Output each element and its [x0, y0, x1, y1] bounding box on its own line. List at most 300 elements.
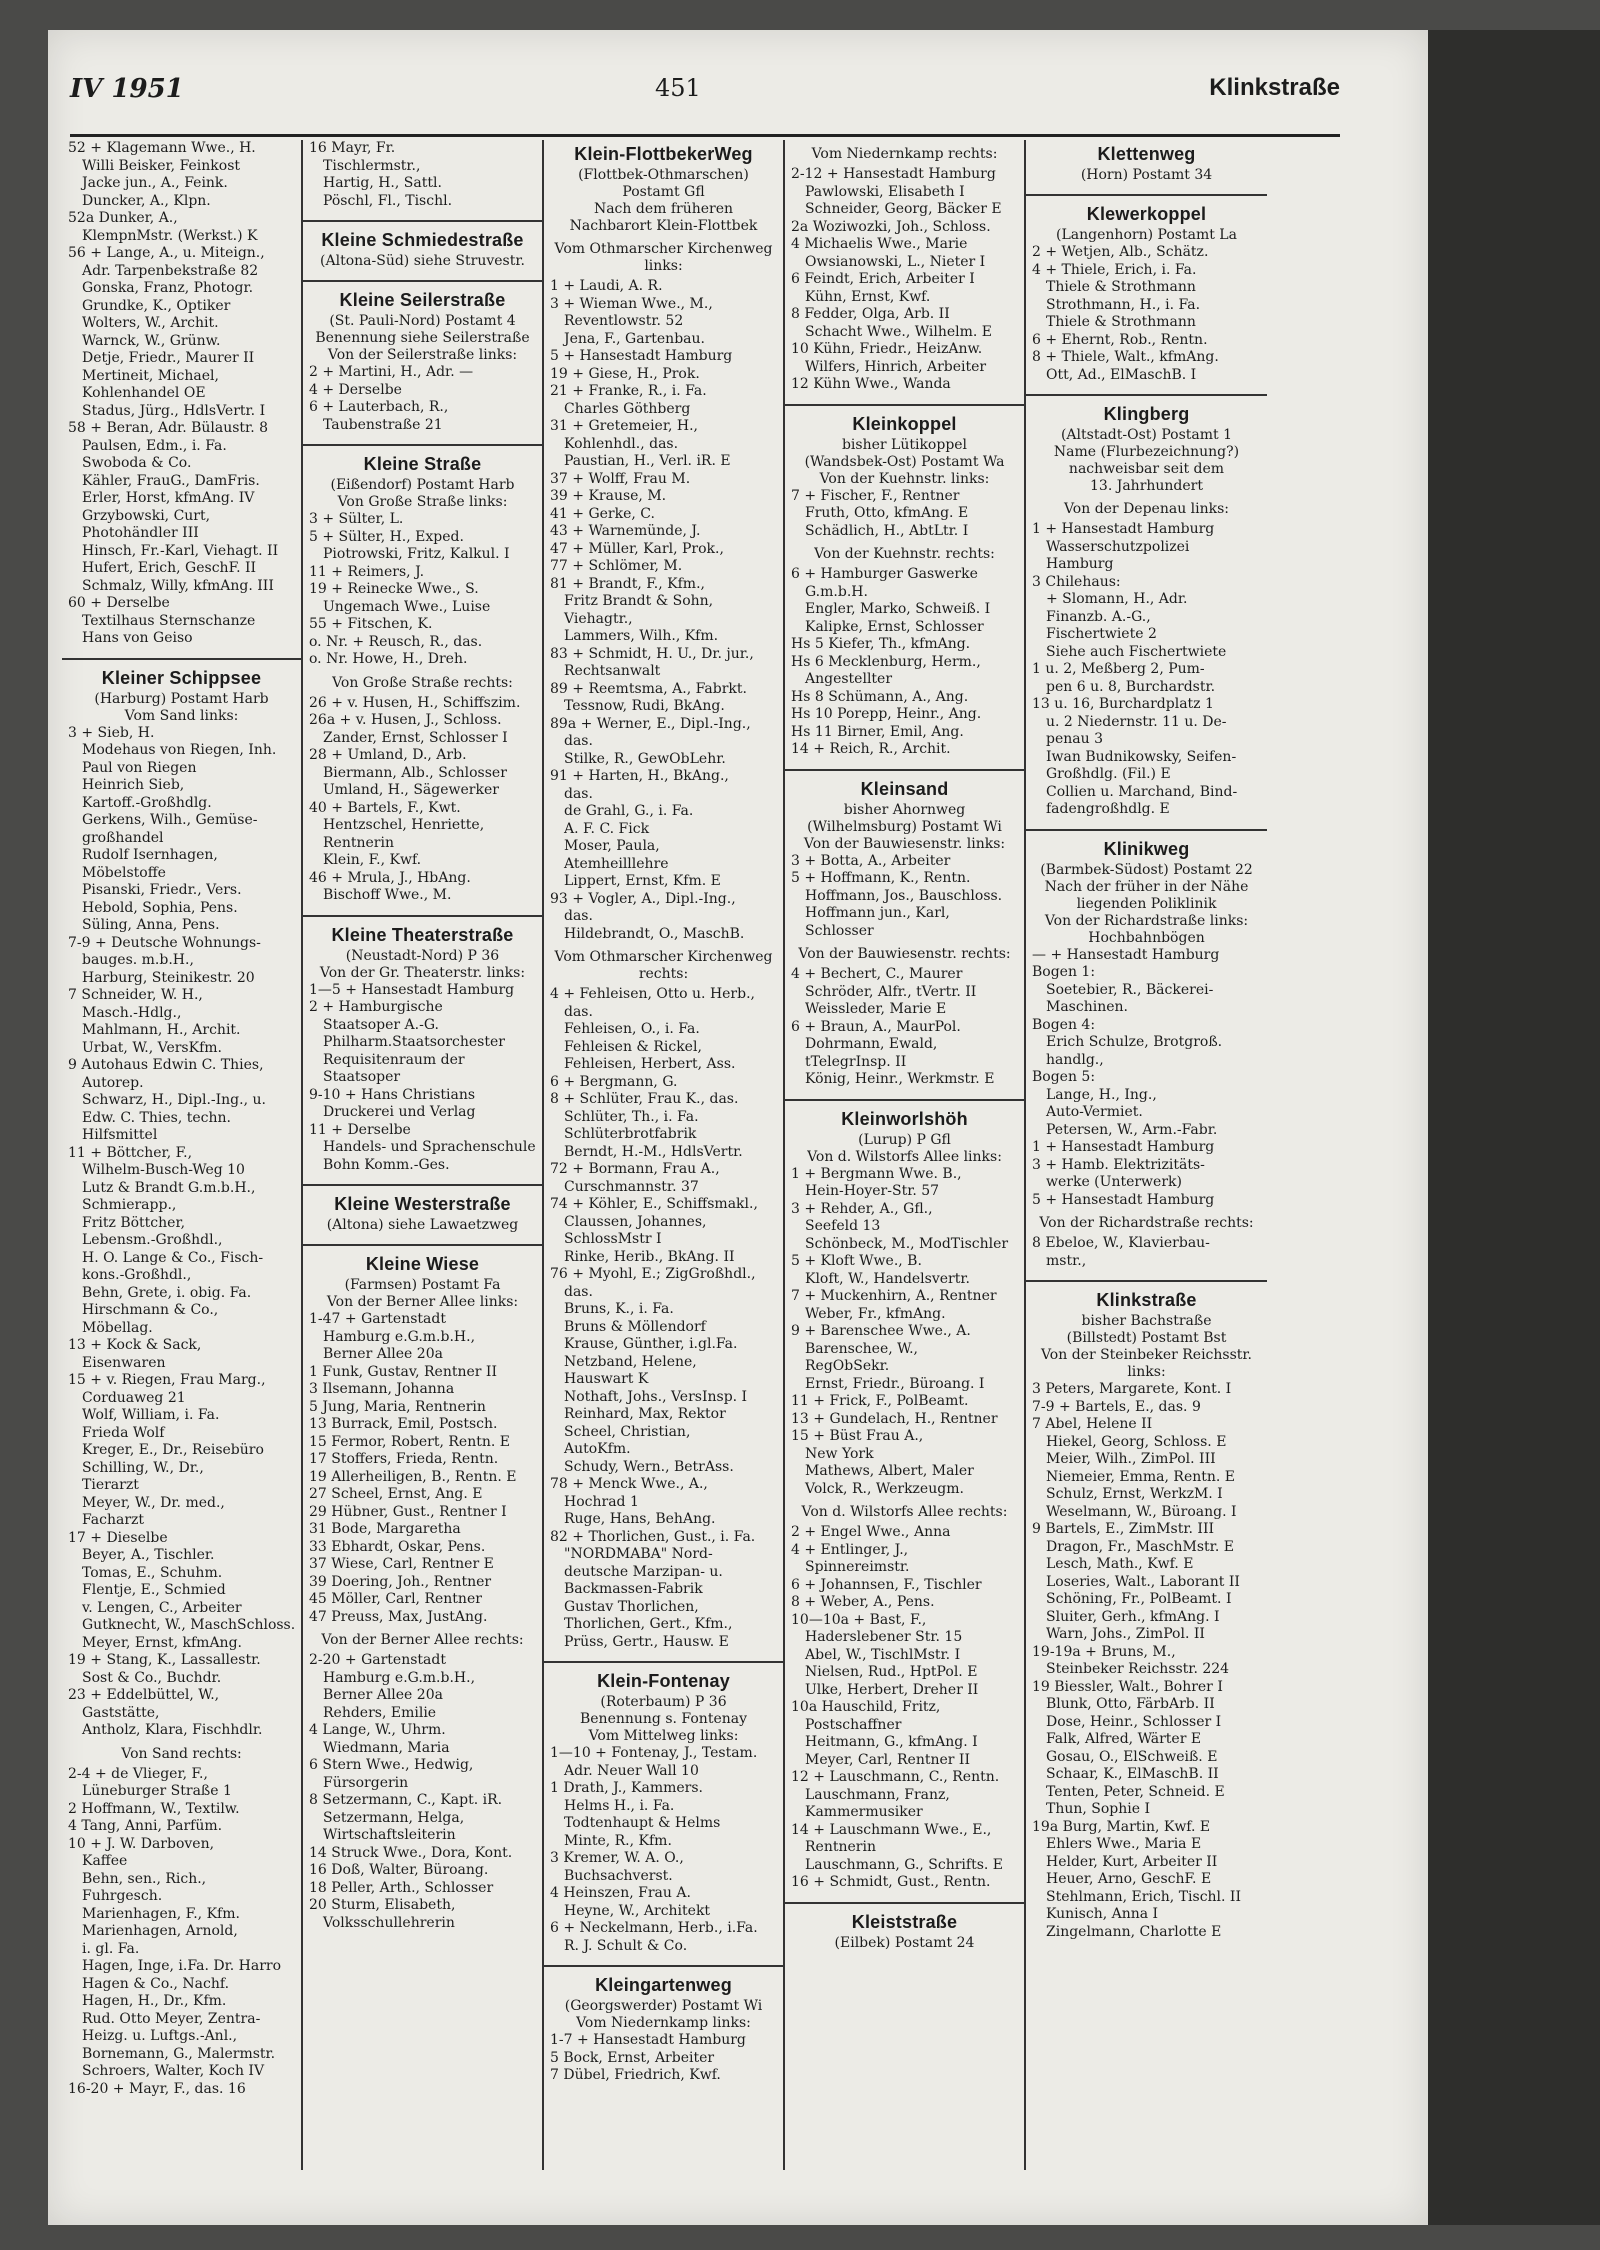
resident-entry: penau 3 [1046, 731, 1103, 747]
resident-entry: Modehaus von Riegen, Inh. [82, 742, 277, 758]
resident-entry: 19 + Stang, K., Lassallestr. [68, 1652, 261, 1668]
resident-entry: Kammermusiker [805, 1804, 923, 1820]
resident-entry: Mahlmann, H., Archit. [82, 1022, 241, 1038]
resident-entry: 7-9 + Deutsche Wohnungs- [68, 934, 261, 951]
resident-entry: 56 + Lange, A., u. Miteign., [68, 245, 265, 261]
resident-entry: 3 + Botta, A., Arbeiter [791, 852, 951, 869]
section-separator [303, 915, 542, 917]
resident-entry: Fürsorgerin [323, 1774, 409, 1791]
resident-entry: Grzybowski, Curt, [82, 507, 211, 524]
street-side-heading: Von der Kuehnstr. rechts: [814, 546, 995, 562]
resident-entry: 3 + Rehder, A., Gfl., [791, 1200, 933, 1217]
resident-entry: Rehders, Emilie [323, 1704, 437, 1721]
resident-entry: Hauswart K [564, 1371, 649, 1387]
resident-entry: Wolf, William, i. Fa. [82, 1407, 220, 1423]
resident-entry: Bogen 5: [1032, 1069, 1096, 1085]
resident-entry: Curschmannstr. 37 [564, 1178, 699, 1195]
resident-entry: Dose, Heinr., Schlosser I [1046, 1713, 1222, 1730]
column-5 [1026, 140, 1267, 2170]
resident-entry: Kalipke, Ernst, Schlosser [805, 618, 984, 635]
resident-entry: Jacke jun., A., Feink. [82, 175, 228, 191]
street-side-heading: Von Sand rechts: [121, 1745, 242, 1762]
resident-entry: Tenten, Peter, Schneid. E [1046, 1783, 1225, 1800]
resident-entry: Fritz Brandt & Sohn, [564, 593, 714, 609]
volume-year: IV 1951 [70, 74, 184, 104]
resident-entry: Hagen & Co., Nachf. [82, 1975, 230, 1992]
street-info: (Lurup) P Gfl [858, 1131, 951, 1148]
resident-entry: Warnck, W., Grünw. [82, 332, 221, 349]
resident-entry: pen 6 u. 8, Burchardstr. [1046, 678, 1216, 695]
resident-entry: 1 + Hansestadt Hamburg [1032, 521, 1215, 537]
street-info: Postamt Gfl [622, 184, 705, 200]
resident-entry: Blunk, Otto, FärbArb. II [1046, 1696, 1215, 1712]
resident-entry: Schmierapp., [82, 1197, 177, 1213]
resident-entry: 47 + Müller, Karl, Prok., [550, 540, 724, 557]
resident-entry: Lutz & Brandt G.m.b.H., [82, 1179, 256, 1196]
resident-entry: 1 Funk, Gustav, Rentner II [309, 1363, 497, 1380]
column-3 [544, 140, 785, 2170]
resident-entry: 2 + Wetjen, Alb., Schätz. [1032, 244, 1209, 260]
resident-entry: Fischertwiete 2 [1046, 626, 1157, 642]
resident-entry: 17 + Dieselbe [68, 1529, 168, 1546]
street-info: bisher Lütikoppel [841, 436, 968, 453]
resident-entry: Volck, R., Werkzeugm. [805, 1480, 964, 1497]
resident-entry: 6 + Hamburger Gaswerke [791, 566, 978, 582]
resident-entry: 81 + Brandt, F., Kfm., [550, 575, 705, 592]
resident-entry: Berner Allee 20a [323, 1346, 443, 1362]
resident-entry: H. O. Lange & Co., Fisch- [82, 1249, 264, 1266]
resident-entry: Paul von Riegen [82, 759, 197, 776]
resident-entry: 8 + Weber, A., Pens. [791, 1594, 935, 1610]
resident-entry: das. [564, 1283, 593, 1300]
section-separator [303, 280, 542, 282]
resident-entry: Thiele & Strothmann [1046, 279, 1196, 295]
resident-entry: 55 + Fitschen, K. [309, 616, 433, 632]
resident-entry: 9 + Barenschee Wwe., A. [791, 1323, 971, 1339]
resident-entry: 5 Bock, Ernst, Arbeiter [550, 2049, 715, 2066]
section-separator [1026, 829, 1267, 831]
resident-entry: 8 + Schlüter, Frau K., das. [550, 1091, 739, 1107]
resident-entry: Erler, Horst, kfmAng. IV [82, 490, 255, 506]
resident-entry: Weissleder, Marie E [805, 1001, 947, 1017]
resident-entry: 52 + Klagemann Wwe., H. [68, 140, 256, 156]
resident-entry: Ehlers Wwe., Maria E [1046, 1836, 1202, 1852]
resident-entry: o. Nr. Howe, H., Dreh. [309, 651, 468, 667]
resident-entry: Pawlowski, Elisabeth I [805, 183, 965, 200]
resident-entry: Krause, Günther, i.gl.Fa. [564, 1336, 738, 1352]
resident-entry: Backmassen-Fabrik [564, 1581, 703, 1597]
resident-entry: Moser, Paula, [564, 838, 660, 854]
resident-entry: i. gl. Fa. [82, 1940, 140, 1957]
resident-entry: Schaar, K., ElMaschB. II [1046, 1766, 1219, 1782]
street-name: Kleine Seilerstraße [339, 290, 506, 310]
resident-entry: 15 Fermor, Robert, Rentn. E [309, 1433, 510, 1450]
resident-entry: Mertineit, Michael, [82, 367, 219, 384]
resident-entry: 5 + Hansestadt Hamburg [550, 348, 733, 364]
resident-entry: Lammers, Wilh., Kfm. [564, 628, 719, 644]
resident-entry: 8 Ebeloe, W., Klavierbau- [1032, 1235, 1210, 1251]
resident-entry: Hinsch, Fr.-Karl, Viehagt. II [82, 542, 279, 559]
resident-entry: Schönbeck, M., ModTischler [805, 1235, 1009, 1252]
resident-entry: Barenschee, W., [805, 1340, 918, 1357]
resident-entry: 11 + Böttcher, F., [68, 1144, 193, 1161]
street-info: Von d. Wilstorfs Allee links: [807, 1148, 1002, 1165]
resident-entry: 23 + Eddelbüttel, W., [68, 1687, 220, 1703]
resident-entry: 47 Preuss, Max, JustAng. [309, 1608, 488, 1625]
resident-entry: Auto-Vermiet. [1046, 1104, 1143, 1120]
resident-entry: 93 + Vogler, A., Dipl.-Ing., [550, 890, 736, 907]
resident-entry: Rud. Otto Meyer, Zentra- [82, 2010, 261, 2027]
resident-entry: Bischoff Wwe., M. [323, 887, 452, 903]
section-separator [785, 1902, 1024, 1904]
resident-entry: Meyer, Ernst, kfmAng. [82, 1634, 242, 1651]
resident-entry: 1 + Hansestadt Hamburg [1032, 1139, 1215, 1155]
resident-entry: Antholz, Klara, Fischhdlr. [82, 1722, 263, 1738]
resident-entry: 7-9 + Bartels, E., das. 9 [1032, 1398, 1201, 1415]
resident-entry: Willi Beisker, Feinkost [82, 157, 241, 174]
column-1 [62, 140, 303, 2170]
resident-entry: Bogen 4: [1032, 1016, 1096, 1033]
resident-entry: Meier, Wilh., ZimPol. III [1046, 1451, 1216, 1467]
resident-entry: 4 Lange, W., Uhrm. [309, 1722, 446, 1738]
resident-entry: 39 Doering, Joh., Rentner [309, 1573, 492, 1590]
resident-entry: Rudolf Isernhagen, [82, 847, 218, 863]
resident-entry: 3 + Hamb. Elektrizitäts- [1032, 1156, 1205, 1173]
resident-entry: 1—5 + Hansestadt Hamburg [309, 981, 515, 998]
resident-entry: Hirschmann & Co., [82, 1302, 219, 1318]
resident-entry: Thun, Sophie I [1046, 1801, 1151, 1817]
street-name: Klein-Fontenay [597, 1671, 730, 1691]
street-side-heading: Vom Othmarscher Kirchenweg links: [554, 241, 773, 274]
street-info: Von der Kuehnstr. links: [819, 470, 990, 487]
resident-entry: Stilke, R., GewObLehr. [564, 750, 726, 767]
resident-entry: G.m.b.H. [805, 583, 868, 600]
resident-entry: Fuhrgesch. [82, 1888, 163, 1904]
resident-entry: Hilfsmittel [82, 1127, 158, 1143]
resident-entry: Harburg, Steinikestr. 20 [82, 969, 255, 986]
resident-entry: Schwarz, H., Dipl.-Ing., u. [82, 1092, 266, 1108]
resident-entry: 6 + Ehernt, Rob., Rentn. [1032, 331, 1208, 348]
resident-entry: Hildebrandt, O., MaschB. [564, 925, 745, 942]
resident-entry: Ernst, Friedr., Büroang. I [805, 1375, 985, 1392]
resident-entry: 2 Hoffmann, W., Textilw. [68, 1800, 240, 1817]
street-info: Name (Flurbezeichnung?) [1053, 444, 1240, 460]
resident-entry: 12 + Lauschmann, C., Rentn. [791, 1769, 1000, 1785]
resident-entry: 5 + Hansestadt Hamburg [1032, 1191, 1215, 1208]
resident-entry: Setzermann, Helga, [323, 1809, 465, 1826]
resident-entry: Detje, Friedr., Maurer II [82, 350, 255, 366]
resident-entry: Mathews, Albert, Maler [805, 1463, 974, 1479]
section-separator [1026, 194, 1267, 196]
resident-entry: Süling, Anna, Pens. [82, 917, 220, 933]
resident-entry: 76 + Myohl, E.; ZigGroßhdl., [550, 1266, 756, 1282]
resident-entry: 6 + Bergmann, G. [550, 1073, 678, 1090]
resident-entry: 2 + Hamburgische [309, 999, 443, 1015]
street-info: (Neustadt-Nord) P 36 [345, 947, 500, 964]
resident-entry: Reventlowstr. 52 [564, 313, 684, 329]
resident-entry: 7 Dübel, Friedrich, Kwf. [550, 2067, 721, 2083]
resident-entry: Wilfers, Hinrich, Arbeiter [805, 358, 987, 375]
resident-entry: 1-47 + Gartenstadt [309, 1311, 446, 1327]
resident-entry: Lebensm.-Großhdl., [82, 1232, 223, 1248]
running-street-head: Klinkstraße [1209, 74, 1340, 101]
resident-entry: Postschaffner [805, 1716, 902, 1733]
resident-entry: Taubenstraße 21 [323, 416, 443, 433]
street-name: Klein-FlottbekerWeg [574, 144, 753, 164]
resident-entry: Eisenwaren [82, 1354, 166, 1371]
resident-entry: 74 + Köhler, E., Schiffsmakl., [550, 1196, 758, 1212]
resident-entry: o. Nr. + Reusch, R., das. [309, 633, 483, 650]
resident-entry: Schulz, Ernst, WerkzM. I [1046, 1486, 1223, 1502]
street-info: liegenden Poliklinik [1076, 895, 1217, 912]
resident-entry: Behn, Grete, i. obig. Fa. [82, 1284, 252, 1301]
street-info: Hochbahnbögen [1088, 929, 1205, 946]
resident-entry: Fehleisen & Rickel, [564, 1038, 702, 1055]
resident-entry: 83 + Schmidt, H. U., Dr. jur., [550, 645, 754, 662]
resident-entry: Umland, H., Sägewerker [323, 782, 499, 798]
resident-entry: Charles Göthberg [564, 400, 691, 417]
resident-entry: Wilhelm-Busch-Weg 10 [82, 1162, 245, 1178]
resident-entry: 45 Möller, Carl, Rentner [309, 1591, 482, 1607]
street-info: (Wandsbek-Ost) Postamt Wa [804, 453, 1005, 470]
resident-entry: Volksschullehrerin [323, 1914, 455, 1931]
resident-entry: 3 + Wieman Wwe., M., [550, 295, 713, 312]
resident-entry: Todtenhaupt & Helms [564, 1815, 721, 1831]
resident-entry: Siehe auch Fischertwiete [1046, 643, 1227, 660]
resident-entry: Ulke, Herbert, Dreher II [805, 1681, 979, 1698]
resident-entry: 10 Kühn, Friedr., HeizAnw. [791, 341, 983, 357]
resident-entry: Berndt, H.-M., HdlsVertr. [564, 1143, 743, 1160]
resident-entry: Bruns & Möllendorf [564, 1318, 706, 1335]
resident-entry: Petersen, W., Arm.-Fabr. [1046, 1121, 1218, 1138]
resident-entry: Fritz Böttcher, [82, 1214, 186, 1231]
resident-entry: Hagen, Inge, i.Fa. Dr. Harro [82, 1958, 282, 1974]
section-separator [303, 444, 542, 446]
resident-entry: Bornemann, G., Malermstr. [82, 2045, 276, 2062]
resident-entry: 19 Allerheiligen, B., Rentn. E [309, 1468, 517, 1485]
resident-entry: Nielsen, Rud., HptPol. E [805, 1664, 978, 1680]
resident-entry: Wolters, W., Archit. [82, 315, 219, 331]
resident-entry: Haderslebener Str. 15 [805, 1629, 963, 1645]
resident-entry: 19-19a + Bruns, M., [1032, 1643, 1176, 1660]
resident-entry: Ott, Ad., ElMaschB. I [1046, 366, 1197, 383]
street-side-heading: Von Große Straße rechts: [332, 674, 513, 691]
resident-entry: 91 + Harten, H., BkAng., [550, 768, 729, 784]
street-info: Von der Bauwiesenstr. links: [803, 835, 1006, 852]
street-info: (Billstedt) Postamt Bst [1066, 1330, 1227, 1346]
resident-entry: 3 + Sieb, H. [68, 724, 155, 741]
resident-entry: das. [564, 908, 593, 924]
street-side-heading: Vom Othmarscher Kirchenweg rechts: [554, 949, 773, 982]
resident-entry: v. Lengen, C., Arbeiter [82, 1599, 242, 1616]
resident-entry: 3 + Sülter, L. [309, 511, 404, 527]
resident-entry: A. F. C. Fick [564, 820, 650, 837]
street-name: Kleine Straße [363, 454, 482, 474]
resident-entry: 31 + Gretemeier, H., [550, 418, 699, 434]
resident-entry: Ungemach Wwe., Luise [323, 598, 491, 615]
resident-entry: Loseries, Walt., Laborant II [1046, 1573, 1240, 1590]
street-info: (Horn) Postamt 34 [1080, 167, 1213, 183]
resident-entry: 16 Mayr, Fr. [309, 140, 396, 156]
street-name: Kleine Theaterstraße [331, 924, 514, 945]
resident-entry: Lippert, Ernst, Kfm. E [564, 873, 721, 889]
resident-entry: AutoKfm. [564, 1441, 631, 1457]
resident-entry: Sost & Co., Buchdr. [82, 1669, 222, 1686]
resident-entry: Minte, R., Kfm. [564, 1832, 672, 1849]
street-side-heading: Von d. Wilstorfs Allee rechts: [801, 1504, 1008, 1520]
resident-entry: 33 Ebhardt, Oskar, Pens. [309, 1538, 486, 1555]
resident-entry: Dragon, Fr., MaschMstr. E [1046, 1538, 1234, 1555]
street-info: bisher Bachstraße [1081, 1313, 1212, 1329]
resident-entry: Spinnereimstr. [805, 1559, 910, 1575]
resident-entry: 5 + Sülter, H., Exped. [309, 528, 464, 545]
resident-entry: Gerkens, Wilh., Gemüse- [82, 812, 258, 828]
street-name: Klingberg [1103, 404, 1190, 424]
street-info: Benennung siehe Seilerstraße [315, 330, 530, 346]
resident-entry: Autorep. [82, 1074, 144, 1091]
resident-entry: 14 + Lauschmann Wwe., E., [791, 1821, 992, 1838]
resident-entry: Philharm.Staatsorchester [323, 1034, 505, 1050]
resident-entry: 2-4 + de Vlieger, F., [68, 1765, 208, 1782]
resident-entry: Möbelstoffe [82, 864, 166, 881]
resident-entry: Finanzb. A.-G., [1046, 608, 1151, 625]
section-separator [62, 658, 301, 660]
resident-entry: 14 + Reich, R., Archit. [791, 741, 951, 757]
resident-entry: Grundke, K., Optiker [82, 297, 231, 314]
street-side-heading: Von der Bauwiesenstr. rechts: [798, 946, 1011, 962]
resident-entry: Paustian, H., Verl. iR. E [564, 453, 731, 469]
resident-entry: Requisitenraum der [323, 1051, 465, 1068]
section-separator [303, 220, 542, 222]
resident-entry: Zingelmann, Charlotte E [1046, 1923, 1222, 1940]
resident-entry: Schlüter, Th., i. Fa. [564, 1108, 699, 1125]
resident-entry: Thorlichen, Gert., Kfm., [564, 1616, 733, 1632]
resident-entry: 37 Wiese, Carl, Rentner E [309, 1556, 494, 1572]
resident-entry: 4 + Fehleisen, Otto u. Herb., [550, 986, 755, 1002]
resident-entry: Helder, Kurt, Arbeiter II [1046, 1853, 1218, 1870]
resident-entry: Schlüterbrotfabrik [564, 1126, 697, 1142]
resident-entry: 4 Michaelis Wwe., Marie [791, 236, 968, 252]
resident-entry: Viehagtr., [564, 610, 633, 627]
resident-entry: Gonska, Franz, Photogr. [82, 280, 254, 296]
resident-entry: Soetebier, R., Bäckerei- [1046, 981, 1214, 998]
street-info: (St. Pauli-Nord) Postamt 4 [329, 313, 516, 329]
street-name: Kleine Westerstraße [334, 1194, 511, 1214]
resident-entry: Rentnerin [323, 834, 394, 851]
street-info: bisher Ahornweg [843, 801, 966, 818]
street-name: Kleine Wiese [365, 1254, 480, 1274]
street-info: Vom Niedernkamp links: [576, 2015, 751, 2031]
resident-entry: Heinrich Sieb, [82, 777, 185, 793]
resident-entry: 8 Setzermann, C., Kapt. iR. [309, 1792, 503, 1808]
resident-entry: 60 + Derselbe [68, 595, 170, 611]
resident-entry: bauges. m.b.H., [82, 952, 194, 968]
resident-entry: Paulsen, Edm., i. Fa. [82, 437, 227, 454]
resident-entry: Kähler, FrauG., DamFris. [82, 472, 260, 489]
resident-entry: Hs 11 Birner, Emil, Ang. [791, 723, 964, 740]
resident-entry: 31 Bode, Margaretha [309, 1521, 461, 1537]
resident-entry: Schilling, W., Dr., [82, 1459, 204, 1476]
resident-entry: Engler, Marko, Schweiß. I [805, 601, 991, 617]
resident-entry: 2a Woziwozki, Joh., Schloss. [791, 218, 991, 235]
resident-entry: Tessnow, Rudi, BkAng. [564, 698, 725, 714]
street-name: Kleinkoppel [852, 413, 957, 434]
street-side-heading: Von der Depenau links: [1063, 501, 1230, 517]
resident-entry: Wiedmann, Maria [323, 1739, 450, 1756]
resident-entry: Rentnerin [805, 1839, 876, 1855]
resident-entry: 11 + Frick, F., PolBeamt. [791, 1393, 969, 1409]
resident-entry: 19 Biessler, Walt., Bohrer I [1032, 1678, 1223, 1695]
resident-entry: 7 Schneider, W. H., [68, 987, 203, 1003]
resident-entry: 4 + Thiele, Erich, i. Fa. [1032, 261, 1197, 278]
resident-entry: Gustav Thorlichen, [564, 1598, 699, 1615]
column-2 [303, 140, 544, 2170]
resident-entry: Thiele & Strothmann [1046, 314, 1196, 330]
resident-entry: 15 + Büst Frau A., [791, 1428, 924, 1444]
resident-entry: Urbat, W., VersKfm. [82, 1039, 222, 1056]
resident-entry: Hamburg [1046, 556, 1114, 572]
street-name: Klinikweg [1103, 838, 1190, 859]
resident-entry: 3 Ilsemann, Johanna [309, 1381, 455, 1397]
resident-entry: 1 + Bergmann Wwe. B., [791, 1165, 962, 1182]
resident-entry: 41 + Gerke, C. [550, 505, 655, 522]
resident-entry: Kreger, E., Dr., Reisebüro [82, 1442, 264, 1458]
resident-entry: Adr. Neuer Wall 10 [564, 1762, 699, 1779]
resident-entry: Frieda Wolf [82, 1424, 165, 1441]
resident-entry: das. [564, 785, 593, 802]
street-info: Nach der früher in der Nähe [1044, 878, 1249, 895]
resident-entry: 10—10a + Bast, F., [791, 1611, 927, 1628]
street-info: (Georgswerder) Postamt Wi [564, 1998, 763, 2014]
resident-entry: 16 + Schmidt, Gust., Rentn. [791, 1874, 991, 1890]
street-name: Kleinsand [860, 778, 949, 799]
resident-entry: 5 Jung, Maria, Rentnerin [309, 1398, 486, 1415]
resident-entry: 13 + Kock & Sack, [68, 1337, 202, 1353]
resident-entry: Bruns, K., i. Fa. [564, 1301, 674, 1317]
street-info: Vom Sand links: [124, 707, 239, 724]
street-info: Nachbarort Klein-Flottbek [569, 218, 758, 234]
resident-entry: 5 + Hoffmann, K., Rentn. [791, 870, 971, 886]
section-separator [785, 769, 1024, 771]
resident-entry: Iwan Budnikowsky, Seifen- [1046, 748, 1237, 765]
resident-entry: "NORDMABA" Nord- [564, 1546, 713, 1562]
resident-entry: Berner Allee 20a [323, 1687, 443, 1703]
resident-entry: 7 + Fischer, F., Rentner [791, 487, 960, 504]
section-separator [544, 1661, 783, 1663]
resident-entry: das. [564, 733, 593, 749]
resident-entry: Rechtsanwalt [564, 663, 661, 679]
resident-entry: 8 + Thiele, Walt., kfmAng. [1032, 349, 1219, 365]
resident-entry: 9 Autohaus Edwin C. Thies, [68, 1057, 264, 1073]
resident-entry: 20 Sturm, Elisabeth, [309, 1897, 456, 1913]
street-name: Kleiner Schippsee [101, 667, 262, 688]
resident-entry: Abel, W., TischlMstr. I [805, 1646, 961, 1663]
resident-entry: 3 Peters, Margarete, Kont. I [1032, 1381, 1232, 1397]
resident-entry: Jena, F., Gartenbau. [564, 330, 705, 347]
resident-entry: 10 + J. W. Darboven, [68, 1835, 215, 1852]
resident-entry: Tierarzt [82, 1477, 139, 1493]
resident-entry: 82 + Thorlichen, Gust., i. Fa. [550, 1528, 756, 1545]
resident-entry: Tischlermstr., [323, 157, 421, 174]
resident-entry: 6 + Neckelmann, Herb., i.Fa. [550, 1920, 758, 1936]
resident-entry: Netzband, Helene, [564, 1353, 697, 1370]
resident-entry: 89a + Werner, E., Dipl.-Ing., [550, 715, 751, 732]
street-name: Klinkstraße [1096, 1290, 1197, 1310]
resident-entry: mstr., [1046, 1252, 1087, 1269]
resident-entry: Schudy, Wern., BetrAss. [564, 1458, 734, 1475]
resident-entry: 2 + Martini, H., Adr. — [309, 364, 474, 380]
resident-entry: Kühn, Ernst, Kwf. [805, 288, 931, 305]
